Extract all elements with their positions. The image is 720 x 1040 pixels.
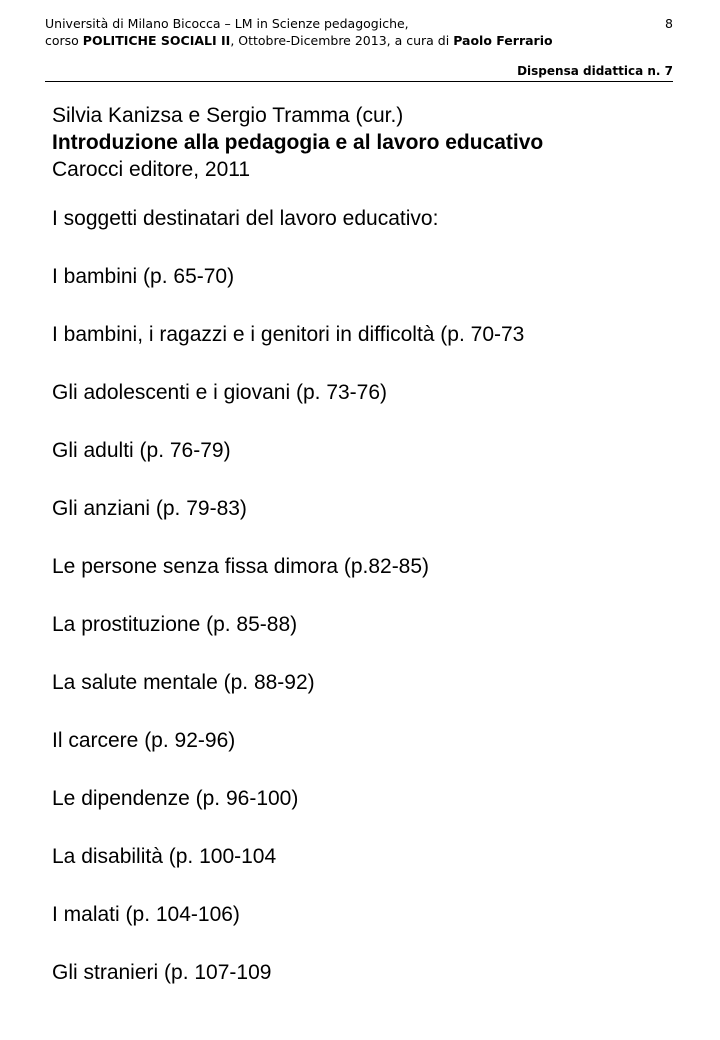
header-course-dates: , Ottobre-Dicembre 2013, a cura di xyxy=(230,33,454,48)
book-title: Introduzione alla pedagogia e al lavoro educativo xyxy=(52,131,544,154)
topic-item: I bambini (p. 65-70) xyxy=(52,265,235,288)
topic-item: Le persone senza fissa dimora (p.82-85) xyxy=(52,555,430,578)
page-number: 8 xyxy=(665,16,673,31)
topic-item: Gli adulti (p. 76-79) xyxy=(52,439,231,462)
topic-item: Le dipendenze (p. 96-100) xyxy=(52,787,299,810)
course-name: POLITICHE SOCIALI II xyxy=(82,33,231,48)
header-divider xyxy=(45,81,673,82)
topic-item: Gli anziani (p. 79-83) xyxy=(52,497,247,520)
topic-item: I bambini, i ragazzi e i genitori in difficoltà (p. 70-73 xyxy=(52,323,525,346)
topic-item: Il carcere (p. 92-96) xyxy=(52,729,236,752)
book-authors: Silvia Kanizsa e Sergio Tramma (cur.) xyxy=(52,104,404,127)
topic-item: I malati (p. 104-106) xyxy=(52,903,240,926)
book-publisher: Carocci editore, 2011 xyxy=(52,158,251,181)
topic-item: Gli adolescenti e i giovani (p. 73-76) xyxy=(52,381,388,404)
curator-name: Paolo Ferrario xyxy=(453,33,553,48)
topic-item: La salute mentale (p. 88-92) xyxy=(52,671,315,694)
topic-item: La disabilità (p. 100-104 xyxy=(52,845,277,868)
topic-item: La prostituzione (p. 85-88) xyxy=(52,613,298,636)
header-course-line xyxy=(45,32,673,49)
topic-item: Gli stranieri (p. 107-109 xyxy=(52,961,272,984)
document-body xyxy=(52,102,692,986)
page-header xyxy=(45,15,673,78)
header-course-prefix: corso xyxy=(45,33,83,48)
section-intro: I soggetti destinatari del lavoro educativo: xyxy=(52,207,439,230)
dispensa-label: Dispensa didattica n. 7 xyxy=(517,64,673,78)
header-university-line: Università di Milano Bicocca – LM in Scienze pedagogiche, xyxy=(45,16,409,31)
